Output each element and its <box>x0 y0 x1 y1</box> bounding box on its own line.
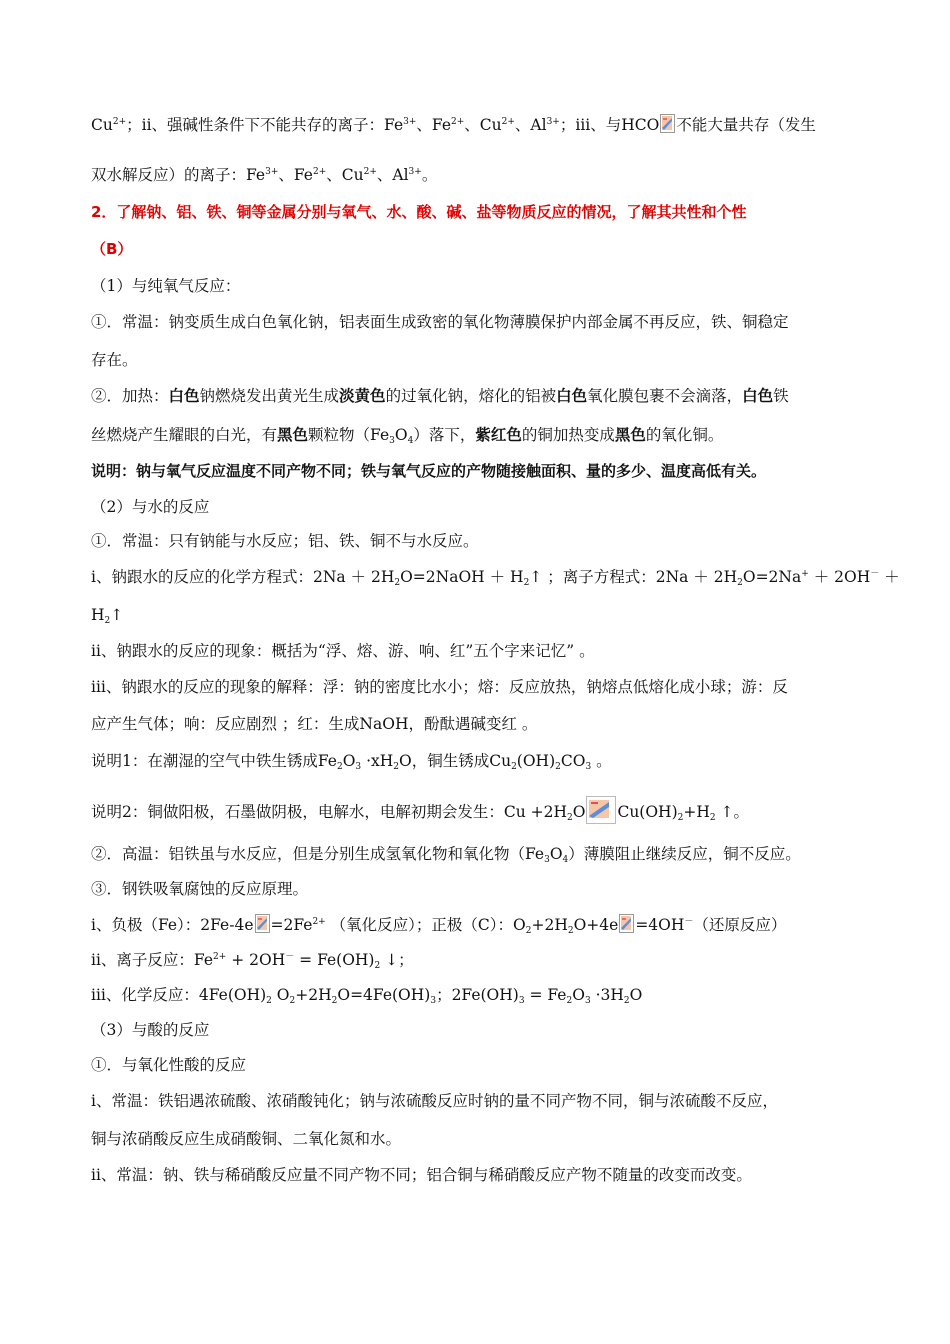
text: 的氧化铜。 <box>645 426 724 444</box>
subscript: 4 <box>407 436 414 446</box>
text: O <box>572 986 585 1004</box>
text: Cu(OH) <box>617 803 678 821</box>
subsection-acid: （3）与酸的反应 <box>91 1021 210 1039</box>
subscript: 3 <box>518 996 525 1006</box>
subscript: 2 <box>393 762 399 772</box>
paragraph-iron-burning <box>91 424 723 446</box>
subscript: 4 <box>562 855 569 865</box>
text: ·xH <box>361 752 394 770</box>
text: ②．高温：铝铁虽与水反应，但是分别生成氢氧化物和氧化物（Fe <box>91 845 545 863</box>
text: ↑ <box>110 606 124 624</box>
text: H <box>91 606 105 624</box>
text: 。 <box>591 752 612 770</box>
subsection-water: （2）与水的反应 <box>91 498 210 516</box>
text: ；ⅲ、与HCO <box>559 116 660 134</box>
emphasis: 紫红色 <box>475 425 522 444</box>
text: ；ⅱ、强碱性条件下不能共存的离子：Fe <box>126 116 404 134</box>
broken-image-icon <box>586 796 616 824</box>
superscript: 3+ <box>403 117 417 127</box>
text: 。 <box>421 166 438 184</box>
paragraph: 铜与浓硝酸反应生成硝酸铜、二氧化氮和水。 <box>91 1130 402 1148</box>
text: 、Al <box>376 166 409 184</box>
text: O <box>271 986 290 1004</box>
text: O=2Na <box>742 568 802 586</box>
paragraph: ⅰ、常温：铁铝遇浓硫酸、浓硝酸钝化；钠与浓硫酸反应时钠的量不同产物不同，铜与浓硫酸不反应， <box>91 1092 778 1110</box>
text: O <box>572 803 586 821</box>
line-ion-coexistence <box>91 114 816 136</box>
subsection-oxygen: （1）与纯氧气反应： <box>91 277 241 295</box>
text: O <box>394 426 408 444</box>
paragraph: ⅱ、钠跟水的反应的现象：概括为“浮、熔、游、响、红”五个字来记忆” 。 <box>91 642 595 660</box>
note-1 <box>91 750 612 772</box>
text: 、Fe <box>278 166 313 184</box>
text: + 2OH <box>226 951 286 969</box>
superscript: 3+ <box>265 167 279 177</box>
emphasis: 黑色 <box>277 425 309 444</box>
emphasis: 淡黄色 <box>339 386 386 405</box>
text: 氧化膜包裹不会滴落， <box>587 387 743 405</box>
text: 、Fe <box>416 116 451 134</box>
text: ⅱ、离子反应：Fe <box>91 951 213 969</box>
section-heading-level: （B） <box>91 240 133 258</box>
paragraph: ⅱ、常温：钠、铁与稀硝酸反应量不同产物不同；铝合铜与稀硝酸反应产物不随量的改变而改变。 <box>91 1166 752 1184</box>
superscript: 3+ <box>408 167 422 177</box>
text: =4OH <box>635 916 685 934</box>
subscript: 2 <box>511 762 517 772</box>
subscript: 2 <box>394 578 401 588</box>
subscript: 2 <box>374 961 381 971</box>
text: 铁 <box>773 387 789 405</box>
paragraph: ③．钢铁吸氧腐蚀的反应原理。 <box>91 880 309 898</box>
text: ＋ 2OH <box>808 568 871 586</box>
paragraph-heating <box>91 385 789 407</box>
superscript: 2+ <box>312 167 327 177</box>
equation-electrode <box>91 914 786 936</box>
subscript: 2 <box>331 996 338 1006</box>
text: ；2Fe(OH) <box>436 986 519 1004</box>
text: =2Fe <box>270 916 313 934</box>
paragraph: 存在。 <box>91 351 138 369</box>
text: Cu <box>91 116 113 134</box>
text: O=4Fe(OH) <box>337 986 431 1004</box>
text: 双水解反应）的离子：Fe <box>91 166 266 184</box>
superscript: 2+ <box>312 917 326 927</box>
subscript: 2 <box>677 813 684 823</box>
text: 说明2：铜做阳极，石墨做阴极，电解水，电解初期会发生：Cu +2H <box>91 803 567 821</box>
subscript: 3 <box>584 996 591 1006</box>
subscript: 3 <box>585 762 592 772</box>
text: （氧化反应）；正极（C）：O <box>325 916 526 934</box>
subscript: 2 <box>709 813 716 823</box>
text: +2H <box>531 916 568 934</box>
text: O <box>629 986 643 1004</box>
equation-line <box>91 566 900 588</box>
subscript: 3 <box>544 855 550 865</box>
paragraph: ①．与氧化性酸的反应 <box>91 1056 247 1074</box>
paragraph: ①．常温：钠变质生成白色氧化钠，铝表面生成致密的氧化物薄膜保护内部金属不再反应，铁、铜稳定 <box>91 313 789 331</box>
text: ·3H <box>590 986 624 1004</box>
text: CO <box>560 752 586 770</box>
text: ＋ <box>879 568 900 586</box>
text: 颗粒物（Fe <box>308 426 390 444</box>
subscript: 2 <box>737 578 743 588</box>
subscript: 2 <box>566 996 573 1006</box>
text: O=2NaOH ＋ H <box>400 568 524 586</box>
text: = Fe <box>524 986 567 1004</box>
text: ）薄膜阻止继续反应，铜不反应。 <box>568 845 801 863</box>
subscript: 2 <box>266 996 272 1006</box>
subscript: 2 <box>555 762 561 772</box>
text: O+4e <box>573 916 619 934</box>
text: ⅲ、化学反应：4Fe(OH) <box>91 986 267 1004</box>
paragraph-high-temp <box>91 843 801 865</box>
subscript: 2 <box>567 926 574 936</box>
text: 说明1：在潮湿的空气中铁生锈成Fe <box>91 752 337 770</box>
superscript: － <box>285 952 295 962</box>
text: ↓； <box>380 951 414 969</box>
superscript: － <box>684 917 694 927</box>
subscript: 2 <box>104 616 111 626</box>
subscript: 2 <box>525 926 532 936</box>
subscript: 2 <box>336 762 343 772</box>
equation-chemical <box>91 984 642 1006</box>
subscript: 3 <box>389 436 395 446</box>
text: ②．加热： <box>91 387 169 405</box>
text: 、Cu <box>326 166 364 184</box>
text: （还原反应） <box>693 916 787 934</box>
subscript: 2 <box>567 813 573 823</box>
superscript: － <box>870 569 880 579</box>
equation-ionic <box>91 949 414 971</box>
broken-image-icon <box>619 914 634 933</box>
subscript: 2 <box>623 996 630 1006</box>
emphasis: 白色 <box>556 386 588 405</box>
emphasis: 白色 <box>168 386 200 405</box>
subscript: 2 <box>289 996 296 1006</box>
broken-image-icon <box>255 914 270 933</box>
text: ⅰ、钠跟水的反应的化学方程式：2Na ＋ 2H <box>91 568 395 586</box>
text: 的铜加热变成 <box>521 426 615 444</box>
text: 、Al <box>514 116 547 134</box>
superscript: 2+ <box>501 117 515 127</box>
paragraph: 应产生气体；响：反应剧烈 ；红：生成NaOH，酚酞遇碱变红 。 <box>91 715 538 733</box>
text: 的过氧化钠，熔化的铝被 <box>385 387 557 405</box>
superscript: 2+ <box>363 167 377 177</box>
broken-image-icon <box>660 114 675 133</box>
superscript: 2+ <box>213 952 227 962</box>
subscript: 3 <box>430 996 437 1006</box>
note-bold: 说明：钠与氧气反应温度不同产物不同；铁与氧气反应的产物随接触面积、量的多少、温度高低有关。 <box>91 462 767 480</box>
emphasis: 黑色 <box>614 425 646 444</box>
text: 不能大量共存（发生 <box>676 116 816 134</box>
line-double-hydrolysis <box>91 164 437 186</box>
emphasis: 白色 <box>742 386 774 405</box>
text: ↑。 <box>715 803 750 821</box>
text: (OH) <box>516 752 556 770</box>
paragraph: ①．常温：只有钠能与水反应；铝、铁、铜不与水反应。 <box>91 532 479 550</box>
text: ↑ ；离子方程式：2Na ＋ 2H <box>529 568 738 586</box>
text: 钠燃烧发出黄光生成 <box>199 387 340 405</box>
superscript: + <box>801 569 809 579</box>
subscript: 3 <box>355 762 362 772</box>
text: +2H <box>295 986 332 1004</box>
equation-line <box>91 604 123 626</box>
superscript: 3+ <box>546 117 560 127</box>
note-2 <box>91 796 749 824</box>
text: O <box>549 845 563 863</box>
superscript: 2+ <box>112 117 127 127</box>
text: O <box>342 752 356 770</box>
paragraph: ⅲ、钠跟水的反应的现象的解释：浮：钠的密度比水小；熔：反应放热，钠熔点低熔化成小球；游：反 <box>91 678 788 696</box>
superscript: 2+ <box>451 117 465 127</box>
text: 丝燃烧产生耀眼的白光，有 <box>91 426 278 444</box>
text: ）落下， <box>413 426 476 444</box>
text: +H <box>683 803 710 821</box>
text: 、Cu <box>464 116 502 134</box>
subscript: 2 <box>523 578 530 588</box>
text: = Fe(OH) <box>294 951 375 969</box>
section-heading: 2．了解钠、铝、铁、铜等金属分别与氧气、水、酸、碱、盐等物质反应的情况，了解其共性和个性 <box>91 203 747 221</box>
text: ⅰ、负极（Fe）：2Fe-4e <box>91 916 254 934</box>
text: O，铜生锈成Cu <box>399 752 512 770</box>
